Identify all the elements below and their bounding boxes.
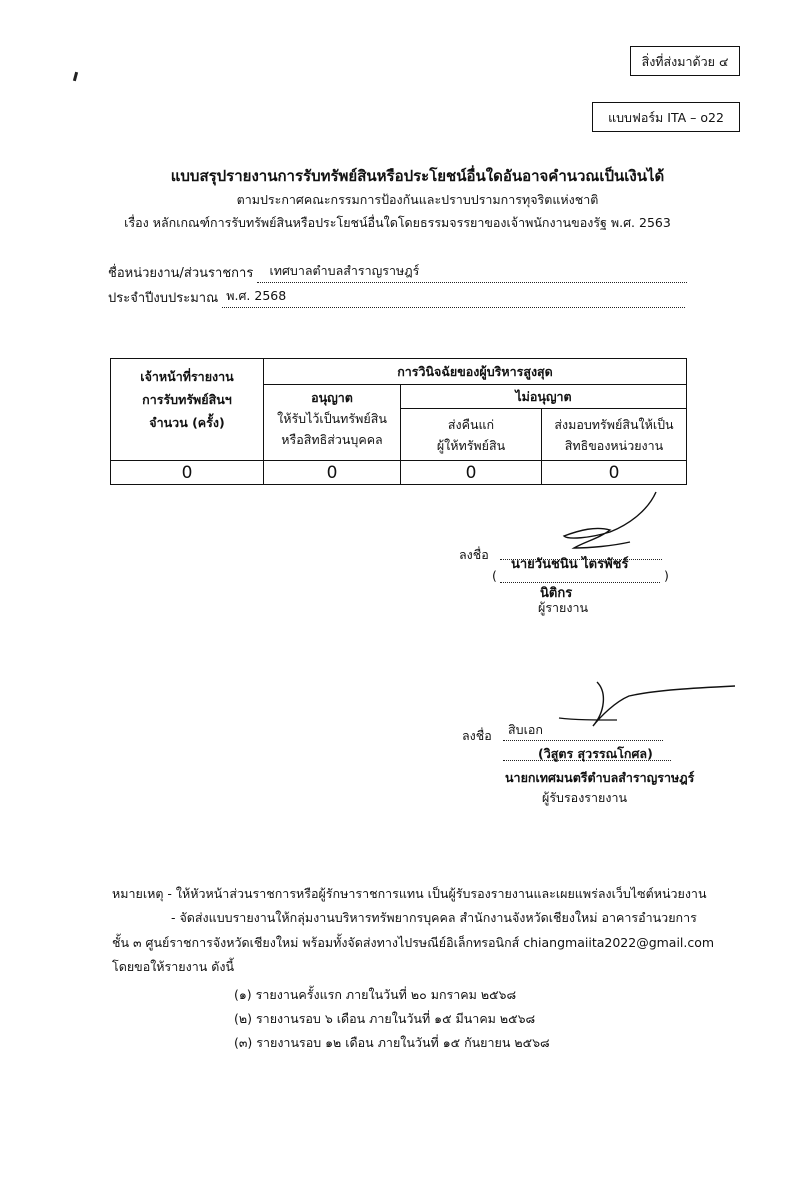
- transfer-l1: ส่งมอบทรัพย์สินให้เป็น: [554, 416, 674, 432]
- approver-sign-line: [503, 740, 663, 741]
- note-line-1: หมายเหตุ - ให้หัวหน้าส่วนราชการหรือผู้รักษาราชการแทน เป็นผู้รับรองรายงานและเผยแพร่ลงเว็บไซต์หน่วยงาน: [112, 886, 707, 901]
- report-table: [110, 358, 687, 485]
- transfer-header-cell: [542, 409, 687, 461]
- form-code-label: แบบฟอร์ม ITA – o22: [592, 102, 740, 132]
- note-item-1: (๑) รายงานครั้งแรก ภายในวันที่ ๒๐ มกราคม ๒๕๖๘: [234, 987, 517, 1002]
- value-approved: 0: [264, 461, 401, 485]
- col-reporter-count-header: [111, 359, 264, 461]
- document-subtitle: ตามประกาศคณะกรรมการป้องกันและปราบปรามการทุจริตแห่งชาติ: [236, 192, 599, 207]
- note-item-2: (๒) รายงานรอบ ๖ เดือน ภายในวันที่ ๑๕ มีนาคม ๒๕๖๘: [234, 1011, 536, 1026]
- value-reporter-count: 0: [111, 461, 264, 485]
- note-line-2: - จัดส่งแบบรายงานให้กลุ่มงานบริหารทรัพยากรบุคคล สำนักงานจังหวัดเชียงใหม่ อาคารอำนวยการ: [171, 910, 697, 925]
- reporter-sign-label: ลงชื่อ: [459, 547, 489, 562]
- note-item-3: (๓) รายงานรอบ ๑๒ เดือน ภายในวันที่ ๑๕ กันยายน ๒๕๖๘: [234, 1035, 550, 1050]
- return-l1: ส่งคืนแก่: [447, 416, 495, 432]
- reporter-paren-close: ): [664, 568, 669, 583]
- reporter-name-line: [500, 582, 660, 583]
- col1-header-l1: เจ้าหน้าที่รายงาน: [140, 369, 234, 384]
- fiscal-year-value: พ.ศ. 2568: [226, 288, 287, 303]
- note-line-4: โดยขอให้รายงาน ดังนี้: [112, 959, 235, 974]
- approver-signature: [555, 676, 745, 736]
- reporter-position: นิติกร: [540, 586, 573, 601]
- note-line-3: ชั้น ๓ ศูนย์ราชการจังหวัดเชียงใหม่ พร้อมทั้งจัดส่งทางไปรษณีย์อิเล็กทรอนิกส์ chiangmaiita2022@gmail.com: [112, 935, 715, 950]
- approver-name: (วิสูตร สุวรรณโกศล): [538, 746, 653, 761]
- reject-header: ไม่อนุญาต: [401, 385, 687, 409]
- agency-value-line: [257, 263, 687, 283]
- transfer-l2: สิทธิของหน่วยงาน: [564, 437, 664, 453]
- document-subtitle-2: เรื่อง หลักเกณฑ์การรับทรัพย์สินหรือประโยชน์อื่นใดโดยธรรมจรรยาของเจ้าพนักงานของรัฐ พ.ศ. 2563: [124, 215, 671, 230]
- approver-role: ผู้รับรองรายงาน: [542, 790, 628, 805]
- approve-header: อนุญาต: [311, 390, 353, 405]
- agency-value: เทศบาลตำบลสำราญราษฎร์: [269, 263, 420, 278]
- col1-header-l3: จำนวน (ครั้ง): [149, 415, 225, 430]
- approver-position: นายกเทศมนตรีตำบลสำราญราษฎร์: [505, 770, 695, 785]
- value-returned: 0: [401, 461, 542, 485]
- agency-label: ชื่อหน่วยงาน/ส่วนราชการ: [108, 266, 254, 281]
- approver-sign-label: ลงชื่อ: [462, 728, 492, 743]
- approve-sub-l1: ให้รับไว้เป็นทรัพย์สิน: [277, 411, 387, 426]
- approve-header-cell: [264, 385, 401, 461]
- reporter-signature: [560, 490, 680, 560]
- fiscal-year-label: ประจำปีงบประมาณ: [108, 291, 219, 306]
- approve-sub-l2: หรือสิทธิส่วนบุคคล: [281, 432, 383, 447]
- value-transferred: 0: [542, 461, 687, 485]
- reporter-role: ผู้รายงาน: [538, 600, 589, 615]
- attachment-label: สิ่งที่ส่งมาด้วย ๔: [630, 46, 740, 76]
- approver-sign-written: สิบเอก: [508, 722, 543, 737]
- document-title: แบบสรุปรายงานการรับทรัพย์สินหรือประโยชน์อื่นใดอันอาจคำนวณเป็นเงินได้: [170, 167, 665, 185]
- scan-speck: [73, 72, 78, 81]
- agency-field: [108, 262, 687, 283]
- fiscal-year-value-line: [222, 288, 685, 308]
- reporter-paren-open: (: [492, 568, 497, 583]
- reporter-name: นายวันชนิน ไตรพัชร์: [511, 557, 629, 572]
- col1-header-l2: การรับทรัพย์สินฯ: [142, 392, 232, 407]
- decision-header: การวินิจฉัยของผู้บริหารสูงสุด: [264, 359, 687, 385]
- return-l2: ผู้ให้ทรัพย์สิน: [436, 437, 506, 453]
- fiscal-year-field: [108, 287, 685, 308]
- return-header-cell: [401, 409, 542, 461]
